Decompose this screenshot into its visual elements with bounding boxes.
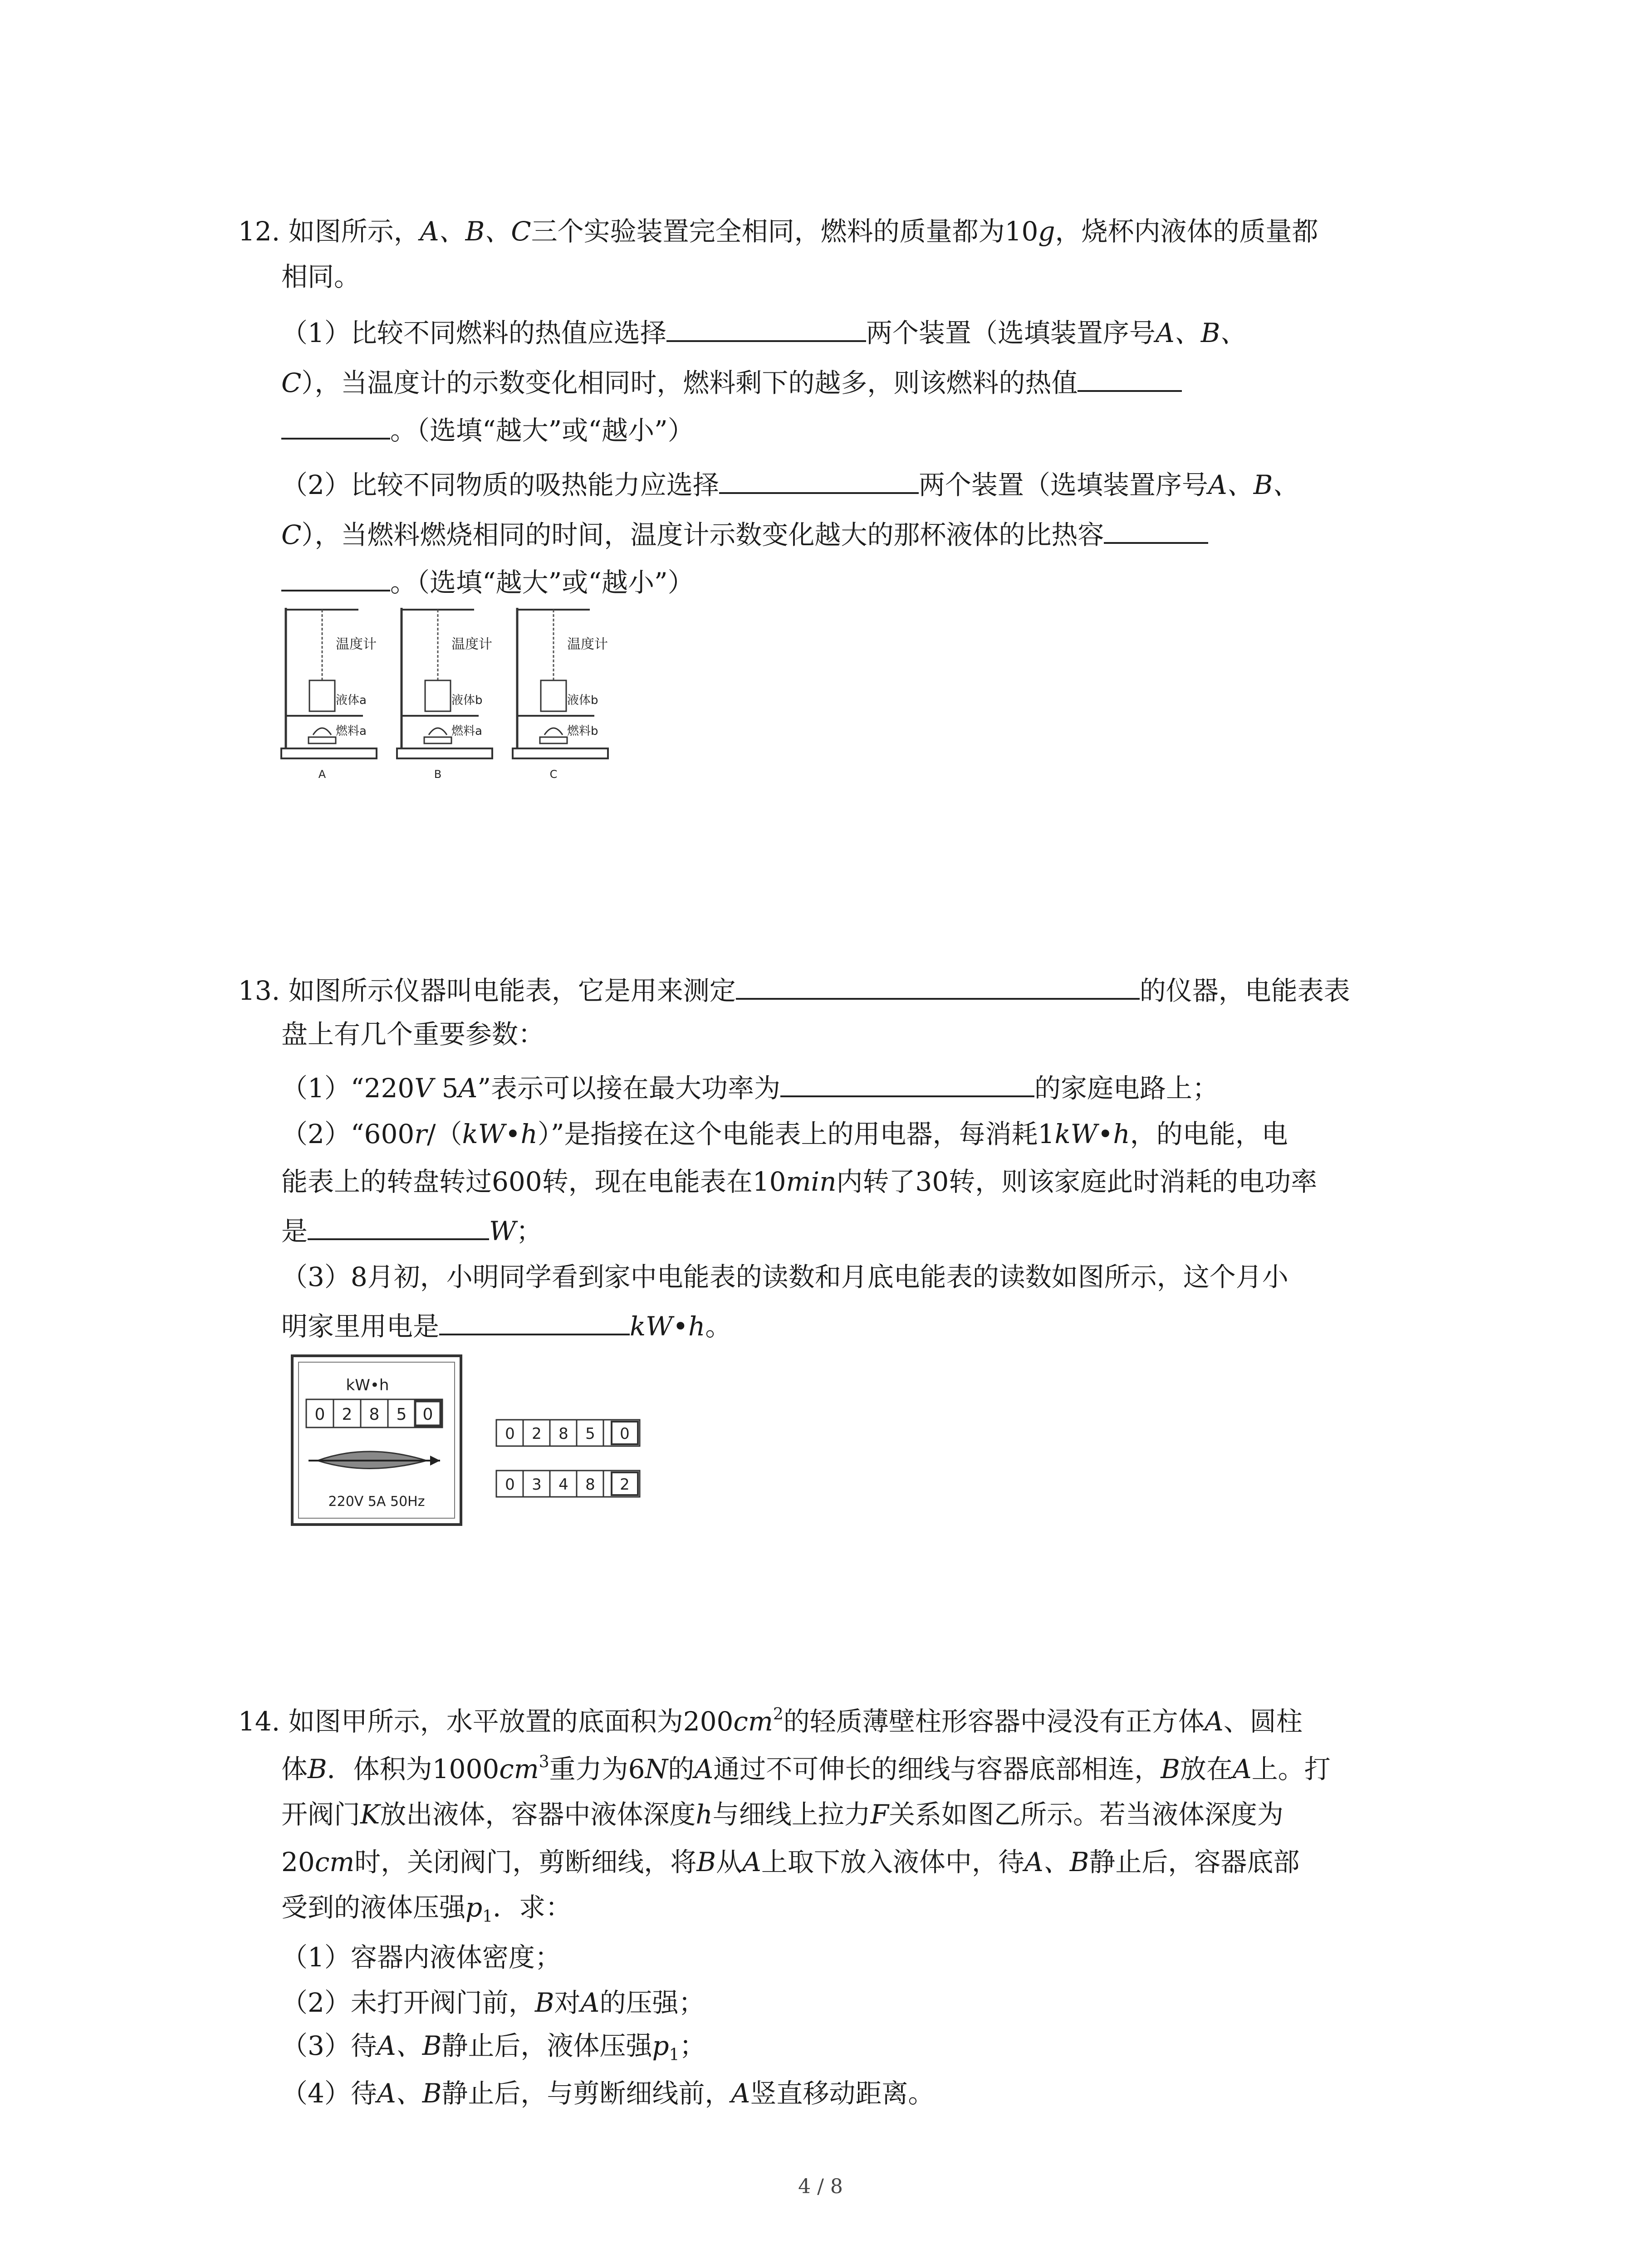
q13-stem-line2: 盘上有几个重要参数： [281,1019,545,1050]
apparatus-b [397,608,492,781]
q13-part3-line2: 明家里用电是 kW•h。 [281,1306,731,1344]
q13-part1: （1）“220V 5A”表示可以接在最大功率为 的家庭电路上； [281,1068,1219,1106]
answer-blank[interactable] [439,1306,630,1335]
answer-blank[interactable] [281,411,390,440]
q14-stem-line1: 14. 如图甲所示，水平放置的底面积为$200cm^2$的轻质薄壁柱形容器中浸没有正方体A、圆柱 [238,1705,1303,1737]
liquid-label: 液体b [451,694,483,707]
meter-disc [309,1452,440,1469]
reading-end [496,1471,640,1497]
apparatus-c [513,608,608,781]
q12-part1-line3: 。（选填“越大”或“越小”） [281,411,694,449]
apparatus-label: A [318,768,326,781]
question-number: 12. [238,216,280,247]
reading-digit: 2 [620,1476,630,1494]
reading-digit: 5 [585,1425,595,1443]
answer-blank[interactable] [780,1068,1034,1097]
q12-part2-line2: C），当燃料燃烧相同的时间，温度计示数变化越大的那杯液体的比热容 [281,515,1208,553]
thermometer-label: 温度计 [451,636,492,652]
reading-digit: 8 [585,1476,595,1494]
fuel-label: 燃料b [567,724,598,738]
reading-start [496,1420,640,1446]
reading-digit: 0 [505,1425,515,1443]
reading-digit: 8 [558,1425,568,1443]
q12-part2-line3: 。（选填“越大”或“越小”） [281,562,694,601]
q12-apparatus-figure [272,599,635,807]
answer-blank[interactable] [736,971,1140,1000]
answer-blank[interactable] [308,1211,489,1240]
fuel-label: 燃料a [451,724,482,738]
fuel-label: 燃料a [336,724,367,738]
answer-blank[interactable] [1078,363,1182,392]
q12-part1-line1: （1）比较不同燃料的热值应选择 两个装置（选填装置序号A、B、 [281,313,1246,351]
apparatus-label: C [549,768,558,781]
electricity-meter-figure [290,1354,463,1526]
reading-digit: 3 [532,1476,542,1494]
meter-specs: 220V 5A 50Hz [328,1494,425,1510]
q14-stem-line4: 20cm时，关闭阀门，剪断细线，将B从A上取下放入液体中，待A、B静止后，容器底部 [281,1847,1300,1877]
q14-sub1: （1）容器内液体密度； [281,1942,561,1973]
q14-stem-line2: 体B．体积为$1000cm^3$重力为6N的A通过不可伸长的细线与容器底部相连，B放在A上。打 [281,1753,1331,1784]
q12-part2-line1: （2）比较不同物质的吸热能力应选择 两个装置（选填装置序号A、B、 [281,465,1299,503]
liquid-label: 液体a [336,694,367,707]
q13-part2-line1: （2）“600r/（kW•h）”是指接在这个电能表上的用电器，每消耗1kW•h，的电能，电 [281,1119,1288,1149]
q14-sub4: （4）待A、B静止后，与剪断细线前，A竖直移动距离。 [281,2078,935,2109]
q14-stem-line3: 开阀门K放出液体，容器中液体深度h与细线上拉力F关系如图乙所示。若当液体深度为 [281,1799,1284,1830]
reading-digit: 0 [620,1425,630,1443]
meter-digits [315,1399,441,1427]
q13-part2-line3: 是 W； [281,1211,543,1249]
answer-blank[interactable] [281,562,390,591]
thermometer-label: 温度计 [567,636,608,652]
apparatus-a [281,608,377,781]
meter-readings-figure [495,1415,644,1510]
question-number: 14. [238,1706,280,1737]
page-number: 4 / 8 [798,2175,843,2198]
thermometer-label: 温度计 [336,636,377,652]
answer-blank[interactable] [666,313,866,342]
meter-unit: kW•h [346,1376,389,1394]
q12-stem-line2: 相同。 [281,261,361,292]
answer-blank[interactable] [1104,515,1208,544]
q13-part2-line2: 能表上的转盘转过600转，现在电能表在10min内转了30转，则该家庭此时消耗的电功率 [281,1166,1318,1197]
q13-stem-line1: 13. 如图所示仪器叫电能表，它是用来测定 的仪器，电能表表 [238,971,1350,1009]
meter-digit: 0 [422,1405,433,1424]
meter-digit: 0 [314,1405,325,1424]
reading-digit: 0 [505,1476,515,1494]
q13-part3-line1: （3）8月初，小明同学看到家中电能表的读数和月底电能表的读数如图所示，这个月小 [281,1261,1288,1292]
q12-part1-line2: C），当温度计的示数变化相同时，燃料剩下的越多，则该燃料的热值 [281,363,1182,401]
meter-digit: 2 [342,1405,353,1424]
q14-sub3: （3）待A、B静止后，液体压强$p_1$； [281,2030,706,2064]
q12-stem-line1: 12. 如图所示，A、B、C三个实验装置完全相同，燃料的质量都为10g，烧杯内液体的质量都 [238,216,1318,247]
q14-sub2: （2）未打开阀门前，B对A的压强； [281,1987,705,2018]
meter-digit: 5 [396,1405,407,1424]
reading-digit: 2 [532,1425,542,1443]
liquid-label: 液体b [567,694,598,707]
apparatus-label: B [434,768,442,781]
reading-digit: 4 [558,1476,568,1494]
meter-digit: 8 [369,1405,380,1424]
answer-blank[interactable] [719,465,919,494]
q14-stem-line5: 受到的液体压强$p_1$．求： [281,1892,572,1926]
question-number: 13. [238,975,280,1006]
